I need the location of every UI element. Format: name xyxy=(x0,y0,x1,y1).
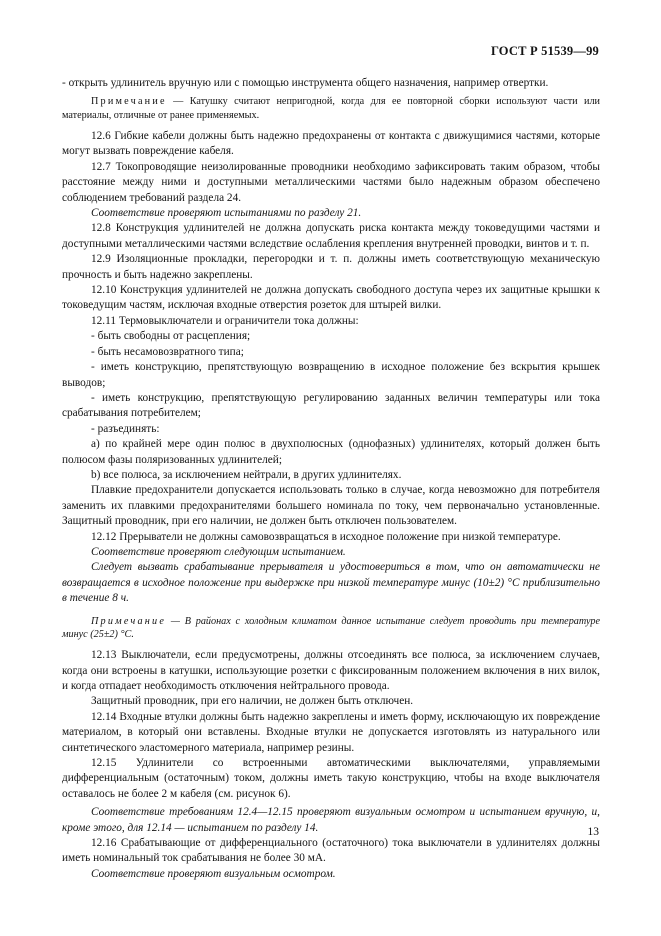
clause-12-10: 12.10 Конструкция удлинителей не должна допускать свободного доступа через их защитные крышки к токоведущим частям, исключая входные отверстия розеток для штырей вилки. xyxy=(62,284,600,312)
paragraph: - открыть удлинитель вручную или с помощью инструмента общего назначения, например отвертки. xyxy=(62,77,549,89)
compliance-text: Соответствие проверяют визуальным осмотром. xyxy=(91,867,336,880)
paragraph: Плавкие предохранители допускается использовать только в случае, когда невозможно для потребителя заменить их плавкими предохранителями большего номинала по току, чем первоначально установленные. Защитный проводник, при его наличии, не должен быть отключен пользователем. xyxy=(62,484,600,528)
note-label: Примечание xyxy=(91,615,167,627)
clause-12-7: 12.7 Токопроводящие неизолированные проводники необходимо зафиксировать таким образом, чтобы расстояние между ними и доступными металлическими частями было надежным образом обеспечено соблюдением требований раздела 24. xyxy=(62,160,600,204)
clause-12-13: 12.13 Выключатели, если предусмотрены, должны отсоединять все полюса, за исключением случаев, когда они встроены в катушки, использующие розетки с фиксированным положением включения в них вилок, и когда отпадает необходимость отключения нейтрального провода. xyxy=(62,649,600,692)
test-procedure: Следует вызвать срабатывание прерывателя и удостовериться в том, что он автоматически не возвращается в исходное положение при выдержке при низкой температуре минус (10±2) °С приблизительно в течение 8 ч. xyxy=(62,561,600,605)
note xyxy=(62,615,600,643)
document-header: ГОСТ Р 51539—99 xyxy=(490,44,599,58)
clause-12-14: 12.14 Входные втулки должны быть надежно закреплены и иметь форму, исключающую их повреждение материалом, в который они вставлены. Входные втулки не допускается изготовлять из натурального или синтетического эластомерного материала, например резины. xyxy=(62,710,600,754)
clause-12-8: 12.8 Конструкция удлинителей не должна допускать риска контакта между токоведущими частями и доступными металлическими частями вследствие ослабления крепления внутренней проводки, винтов и т. п. xyxy=(62,222,600,250)
clause-12-16: 12.16 Срабатывающие от дифференциального (остаточного) тока выключатели в удлинителях должны иметь номинальный ток срабатывания не более 30 мА. xyxy=(62,837,600,865)
clause-12-11: 12.11 Термовыключатели и ограничители тока должны: xyxy=(91,314,359,327)
page-number: 13 xyxy=(587,826,599,838)
list-item: - иметь конструкцию, препятствующую регулированию заданных величин температуры или тока срабатывания потребителем; xyxy=(62,391,600,420)
compliance-text: Соответствие проверяют испытаниями по разделу 21. xyxy=(91,207,362,220)
paragraph: Защитный проводник, при его наличии, не должен быть отключен. xyxy=(91,695,414,708)
sub-item-b: b) все полюса, за исключением нейтрали, в других удлинителях. xyxy=(91,468,402,481)
sub-item-a: a) по крайней мере один полюс в двухполюсных (однофазных) удлинителях, который должен быть полюсом фазы поляризованных удлинителей; xyxy=(62,438,600,466)
list-item: - быть свободны от расцепления; xyxy=(91,330,251,343)
list-item: - разъединять: xyxy=(91,422,160,435)
clause-12-15: 12.15 Удлинители со встроенными автоматическими выключателями, управляемыми дифференциальным (остаточным) током, должны иметь такую конструкцию, чтобы на входе выключателя оставалось не более 2 м кабеля (см. рисунок 6). xyxy=(62,757,600,800)
clause-12-6: 12.6 Гибкие кабели должны быть надежно предохранены от контакта с движущимися частями, которые могут вызвать повреждение кабеля. xyxy=(62,130,600,158)
note-text: — В районах с холодным климатом данное испытание следует проводить при температуре минус (25±2) °С. xyxy=(62,615,601,641)
document-body xyxy=(62,76,600,882)
list-item: - быть несамовозвратного типа; xyxy=(91,345,244,358)
list-item: - иметь конструкцию, препятствующую возвращению в исходное положение без вскрытия крышек выводов; xyxy=(62,361,600,389)
note-label: Примечание xyxy=(91,96,167,108)
compliance-text: Соответствие требованиям 12.4—12.15 проверяют визуальным осмотром и испытанием вручную, и, кроме этого, для 12.14 — испытанием по разделу 14. xyxy=(62,806,600,834)
compliance-text: Соответствие проверяют следующим испытанием. xyxy=(91,545,346,558)
clause-12-9: 12.9 Изоляционные прокладки, перегородки и т. п. должны иметь соответствующую механическую прочность и быть надежно закреплены. xyxy=(62,253,600,281)
note-text: — Катушку считают непригодной, когда для ее повторной сборки используют части или материалы, отличные от ранее применяемых. xyxy=(62,96,601,122)
clause-12-12: 12.12 Прерыватели не должны самовозвращаться в исходное положение при низкой температуре. xyxy=(91,530,561,543)
note xyxy=(62,95,600,123)
